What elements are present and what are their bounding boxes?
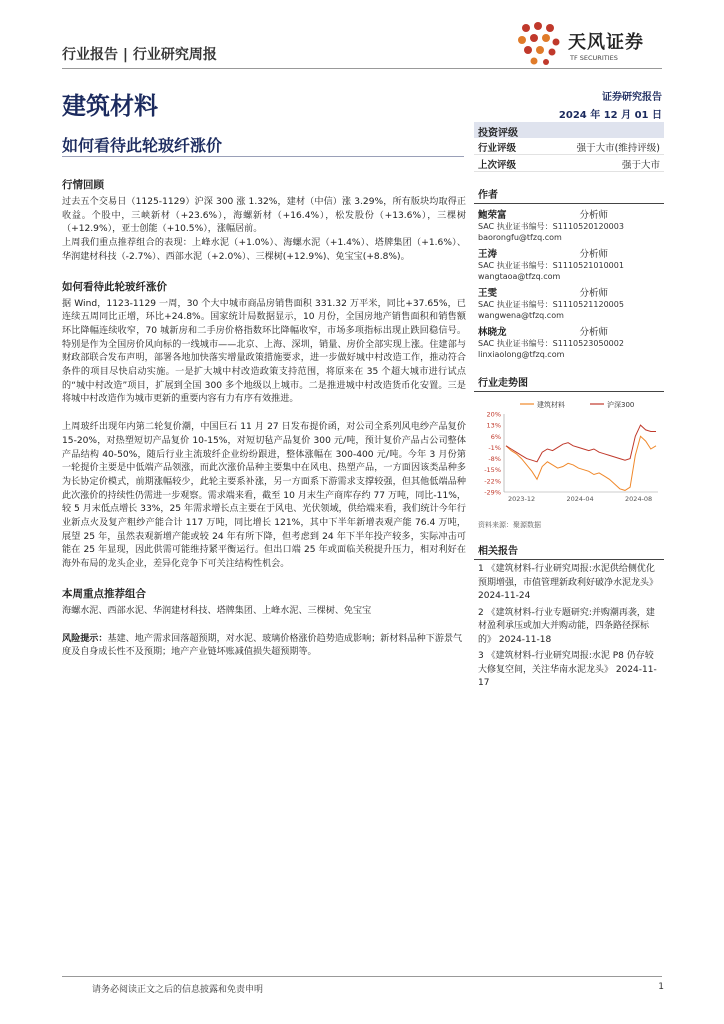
author-name: 鲍荣富 — [478, 210, 507, 221]
y-tick-label: -22% — [484, 477, 501, 486]
report-type: 证券研究报告 — [602, 92, 662, 103]
author-name: 王雯 — [478, 288, 498, 299]
industry-title: 建筑材料 — [62, 92, 158, 120]
trend-chart — [474, 396, 664, 514]
y-tick-label: 6% — [490, 432, 501, 441]
rating-heading: 投资评级 — [474, 122, 664, 138]
legend-label: 建筑材料 — [537, 401, 565, 409]
author-card — [474, 204, 664, 243]
author-card — [474, 321, 664, 360]
author-sac: SAC 执业证书编号：S1110520120003 — [478, 222, 624, 231]
trend-heading: 行业走势图 — [474, 372, 664, 392]
page-number: 1 — [658, 982, 664, 992]
x-tick-label: 2024-08 — [625, 495, 653, 503]
author-email[interactable]: wangwena@tfzq.com — [478, 311, 564, 320]
title-divider — [62, 156, 464, 157]
rating-row — [474, 138, 664, 155]
related-report-item[interactable]: 2 《建筑材料-行业专题研究:并购潮再袭，建材盈利承压或加大并购动能，四条路径探标的》 2024-11-18 — [478, 607, 655, 645]
y-tick-label: 20% — [486, 410, 501, 419]
author-card — [474, 243, 664, 282]
logo-english-name: TF SECURITIES — [570, 54, 618, 62]
author-role: 分析师 — [579, 210, 608, 221]
section-heading-fiber: 如何看待此轮玻纤涨价 — [62, 280, 167, 293]
footer-disclaimer: 请务必阅读正文之后的信息披露和免责申明 — [92, 985, 264, 995]
author-name: 林晓龙 — [478, 327, 507, 338]
risk-label: 风险提示： — [62, 633, 108, 644]
company-logo — [514, 20, 664, 68]
y-tick-label: 13% — [486, 421, 501, 430]
author-sac: SAC 执业证书编号：S1110523050002 — [478, 339, 624, 348]
footer-divider — [62, 976, 662, 977]
related-report-item[interactable]: 3 《建筑材料-行业研究周报:水泥 P8 仍存较大修复空间，关注华南水泥龙头》 2024-11-17 — [478, 651, 657, 688]
related-heading: 相关报告 — [474, 540, 664, 560]
author-name: 王涛 — [478, 249, 498, 260]
risk-warning — [62, 633, 466, 660]
picks-list: 海螺水泥、西部水泥、华润建材科技、塔牌集团、上峰水泥、三棵树、免宝宝 — [62, 605, 372, 616]
review-paragraph-2: 上周我们重点推荐组合的表现：上峰水泥（+1.0%）、海螺水泥（+1.4%）、塔牌集团（+1.6%）、华润建材科技（-2.7%）、西部水泥（+2.0%）、三棵树(+12.9%)、免宝宝(+8.8%)。 — [62, 238, 466, 262]
rating-value: 强于大市(维持评级) — [576, 143, 660, 154]
authors-heading: 作者 — [474, 184, 664, 204]
review-paragraph-1: 过去五个交易日（1125-1129）沪深 300 涨 1.32%，建材（中信）涨 3.29%，所有版块均取得正收益。个股中，三峡新材（+23.6%），海螺新材（+16.4%），松发股份（+13.6%），三棵树（+12.9%），亚士创能（+10.5%），涨幅居前。 — [62, 197, 466, 235]
author-role: 分析师 — [579, 327, 608, 338]
fiber-paragraph-1: 据 Wind，1123-1129 一周，30 个大中城市商品房销售面积 331.32 万平米，同比+37.65%，已连续五周同比正增，环比+24.8%。国家统计局数据显示，10 月份，全国房地产销售面积和销售额环比降幅连续收窄，70 城新房和二手房价格指数环比降幅收窄，市场多项指标出现止跌回稳信号。特别是作为全国房价风向标的一线城市——北京、上海、深圳，销量、房价全部实现上涨。住建部与财政部联合发布声明，部署各地加快落实增量政策措施要求，进一步做好城中村改造工作，推动符合条件的项目尽快启动实施。一是扩大城中村改造政策支持范围，将原来在 35 个超大城市进行试点的“城中村改造”项目，扩展到全国 300 多个地级以上城市。二是推进城中村改造货币化安置。三是将城中村改造作为城市更新的重要内容有力有序有效推进。 — [62, 298, 466, 405]
related-report-item[interactable]: 1 《建筑材料-行业研究周报:水泥供给侧优化预期增强，市值管理新政利好破净水泥龙头》 2024-11-24 — [478, 564, 659, 601]
author-card — [474, 282, 664, 321]
y-tick-label: -8% — [488, 455, 501, 464]
y-tick-label: -1% — [488, 443, 501, 452]
sidebar — [474, 122, 664, 691]
risk-text: 基建、地产需求回落超预期，对水泥、玻璃价格涨价趋势造成影响；新材料品种下游景气度及自身成长性不及预期；地产产业链坏账减值损失超预期等。 — [62, 633, 463, 658]
author-sac: SAC 执业证书编号：S1110521010001 — [478, 261, 624, 270]
section-heading-review: 行情回顾 — [62, 179, 104, 191]
header-divider — [62, 68, 662, 69]
author-email[interactable]: wangtaoa@tfzq.com — [478, 272, 561, 281]
author-role: 分析师 — [579, 288, 608, 299]
legend-label: 沪深300 — [607, 401, 635, 409]
x-tick-label: 2023-12 — [508, 495, 536, 503]
section-heading-picks: 本周重点推荐组合 — [62, 587, 146, 600]
fiber-paragraph-2: 上周玻纤出现年内第二轮复价潮，中国巨石 11 月 27 日发布提价函，对公司全系列风电纱产品复价 15-20%，对热塑短切产品复价 10-15%，对短切毡产品复价 300 元/吨，预计复价产品占公司整体产品结构 40-50%，随后行业主流玻纤企业纷纷跟进，整体涨幅在 300-400 元/吨。今年 3 月份第一轮提价主要是中低端产品领涨，而此次涨价品种主要集中在风电、热塑产品，一方面因该类品种多为长协定价模式，前期涨幅较少，此轮主要系补涨，另一方面系下游需求支撑较强，但其他低端品种此次涨价的持续性仍需进一步观察。需求端来看，截至 10 月末生产商库存约 77 万吨，同比-11%，较 5 月末低点增长 33%，25 年需求增长点主要在于风电、光伏领域，供给端来看，我们统计今年行业新点火及复产粗纱产能合计 117 万吨，同比增长 121%，其中下半年新增表观产能 76.4 万吨，展望 25 年，虽然表观新增产能或较 24 年有所下降，但考虑到 24 年下半年投产较多，实际冲击可能在 25 年显现，因此供需可能维持紧平衡运行。但出口端 25 年或面临关税提升压力，相对利好在海外布局的龙头企业，差异化竞争下可关注结构性机会。 — [62, 422, 466, 570]
report-title: 如何看待此轮玻纤涨价 — [62, 136, 223, 155]
rating-label: 行业评级 — [478, 143, 517, 154]
report-category: 行业报告 | 行业研究周报 — [62, 47, 217, 63]
x-tick-label: 2024-04 — [566, 495, 594, 503]
main-content — [62, 177, 466, 660]
rating-label: 上次评级 — [478, 160, 517, 171]
rating-row — [474, 155, 664, 172]
report-date: 2024 年 12 月 01 日 — [558, 110, 662, 121]
rating-value: 强于大市 — [621, 160, 660, 171]
author-role: 分析师 — [579, 249, 608, 260]
author-email[interactable]: linxiaolong@tfzq.com — [478, 350, 565, 359]
author-sac: SAC 执业证书编号：S1110521120005 — [478, 300, 624, 309]
series-line — [506, 425, 656, 462]
logo-mark-icon — [514, 20, 562, 68]
y-tick-label: -29% — [484, 488, 501, 497]
chart-source: 资料来源：聚源数据 — [478, 521, 541, 529]
y-tick-label: -15% — [484, 466, 501, 475]
author-email[interactable]: baorongfu@tfzq.com — [478, 233, 562, 242]
logo-chinese-name: 天风证券 — [568, 32, 644, 53]
